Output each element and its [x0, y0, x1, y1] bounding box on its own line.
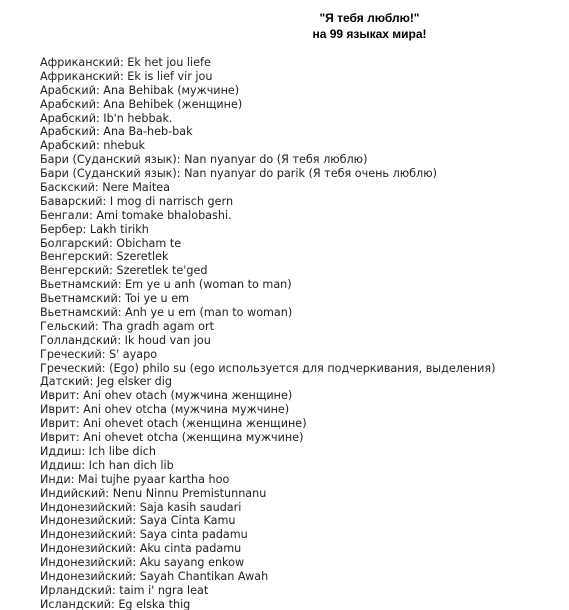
- phrase-item: Иврит: Ani ohev otcha (мужчина мужчине): [40, 403, 290, 417]
- phrase-item: Иддиш: Ich han dich lib: [40, 458, 174, 472]
- phrase-item: Ирландский: taim i' ngra leat: [40, 583, 209, 597]
- phrase-item: Вьетнамский: Anh ye u em (man to woman): [40, 306, 293, 320]
- phrase-item: Исландский: Eg elska thig: [40, 597, 191, 610]
- phrase-item: Вьетнамский: Toi ye u em: [40, 292, 189, 306]
- phrase-item: Бари (Суданский язык): Nan nyanyar do (Я тебя люблю): [40, 153, 368, 167]
- phrase-item: Индонезийский: Saya Cinta Kamu: [40, 514, 236, 528]
- phrase-item: Баварский: I mog di narrisch gern: [40, 194, 234, 208]
- phrase-item: Венгерский: Szeretlek: [40, 250, 169, 264]
- phrase-item: Индонезийский: Aku sayang enkow: [40, 556, 245, 570]
- phrase-item: Иврит: Ani ohevet otach (женщина женщине): [40, 417, 307, 431]
- phrase-item: Вьетнамский: Em ye u anh (woman to man): [40, 278, 292, 292]
- phrase-item: Иврит: Ani ohevet otcha (женщина мужчине): [40, 431, 304, 445]
- phrase-item: Голландский: Ik houd van jou: [40, 333, 211, 347]
- phrase-item: Индонезийский: Aku cinta padamu: [40, 542, 242, 556]
- phrase-list: [40, 56, 495, 610]
- phrase-item: Греческий: S' ayapo: [40, 347, 158, 361]
- document-title: "Я тебя люблю!": [319, 11, 420, 25]
- phrase-item: Индонезийский: Sayah Chantikan Awah: [40, 569, 269, 583]
- phrase-item: Иддиш: Ich libe dich: [40, 444, 156, 458]
- phrase-item: Бенгали: Ami tomake bhalobashi.: [40, 208, 232, 222]
- phrase-item: Африканский: Ek het jou liefe: [40, 56, 211, 69]
- document-header: [0, 10, 569, 42]
- phrase-item: Венгерский: Szeretlek te'ged: [40, 264, 208, 278]
- phrase-item: Индийский: Nenu Ninnu Premistunnanu: [40, 486, 267, 500]
- phrase-item: Иврит: Ani ohev otach (мужчина женщине): [40, 389, 293, 403]
- phrase-item: Датский: Jeg elsker dig: [40, 375, 172, 389]
- phrase-item: Бари (Суданский язык): Nan nyanyar do parik (Я тебя очень люблю): [40, 167, 437, 181]
- phrase-item: Арабский: nhebuk: [40, 139, 146, 153]
- phrase-item: Индонезийский: Saya cinta padamu: [40, 528, 248, 542]
- phrase-item: Гельский: Tha gradh agam ort: [40, 319, 214, 333]
- phrase-item: Индонезийский: Saja kasih saudari: [40, 500, 242, 514]
- phrase-item: Бербер: Lakh tirikh: [40, 222, 149, 236]
- phrase-item: Инди: Mai tujhe pyaar kartha hoo: [40, 472, 230, 486]
- phrase-item: Арабский: Ana Behibek (женщине): [40, 97, 243, 111]
- document-subtitle: на 99 языках мира!: [312, 27, 427, 41]
- phrase-item: Арабский: Ib'n hebbak.: [40, 111, 173, 125]
- phrase-item: Греческий: (Ego) philo su (ego используется для подчеркивания, выделения): [40, 361, 496, 375]
- phrase-item: Болгарский: Obicham te: [40, 236, 182, 250]
- phrase-item: Арабский: Ana Ba-heb-bak: [40, 125, 193, 139]
- phrase-item: Африканский: Ek is lief vir jou: [40, 69, 213, 83]
- phrase-item: Баскский: Nere Maitea: [40, 181, 170, 195]
- phrase-item: Арабский: Ana Behibak (мужчине): [40, 83, 240, 97]
